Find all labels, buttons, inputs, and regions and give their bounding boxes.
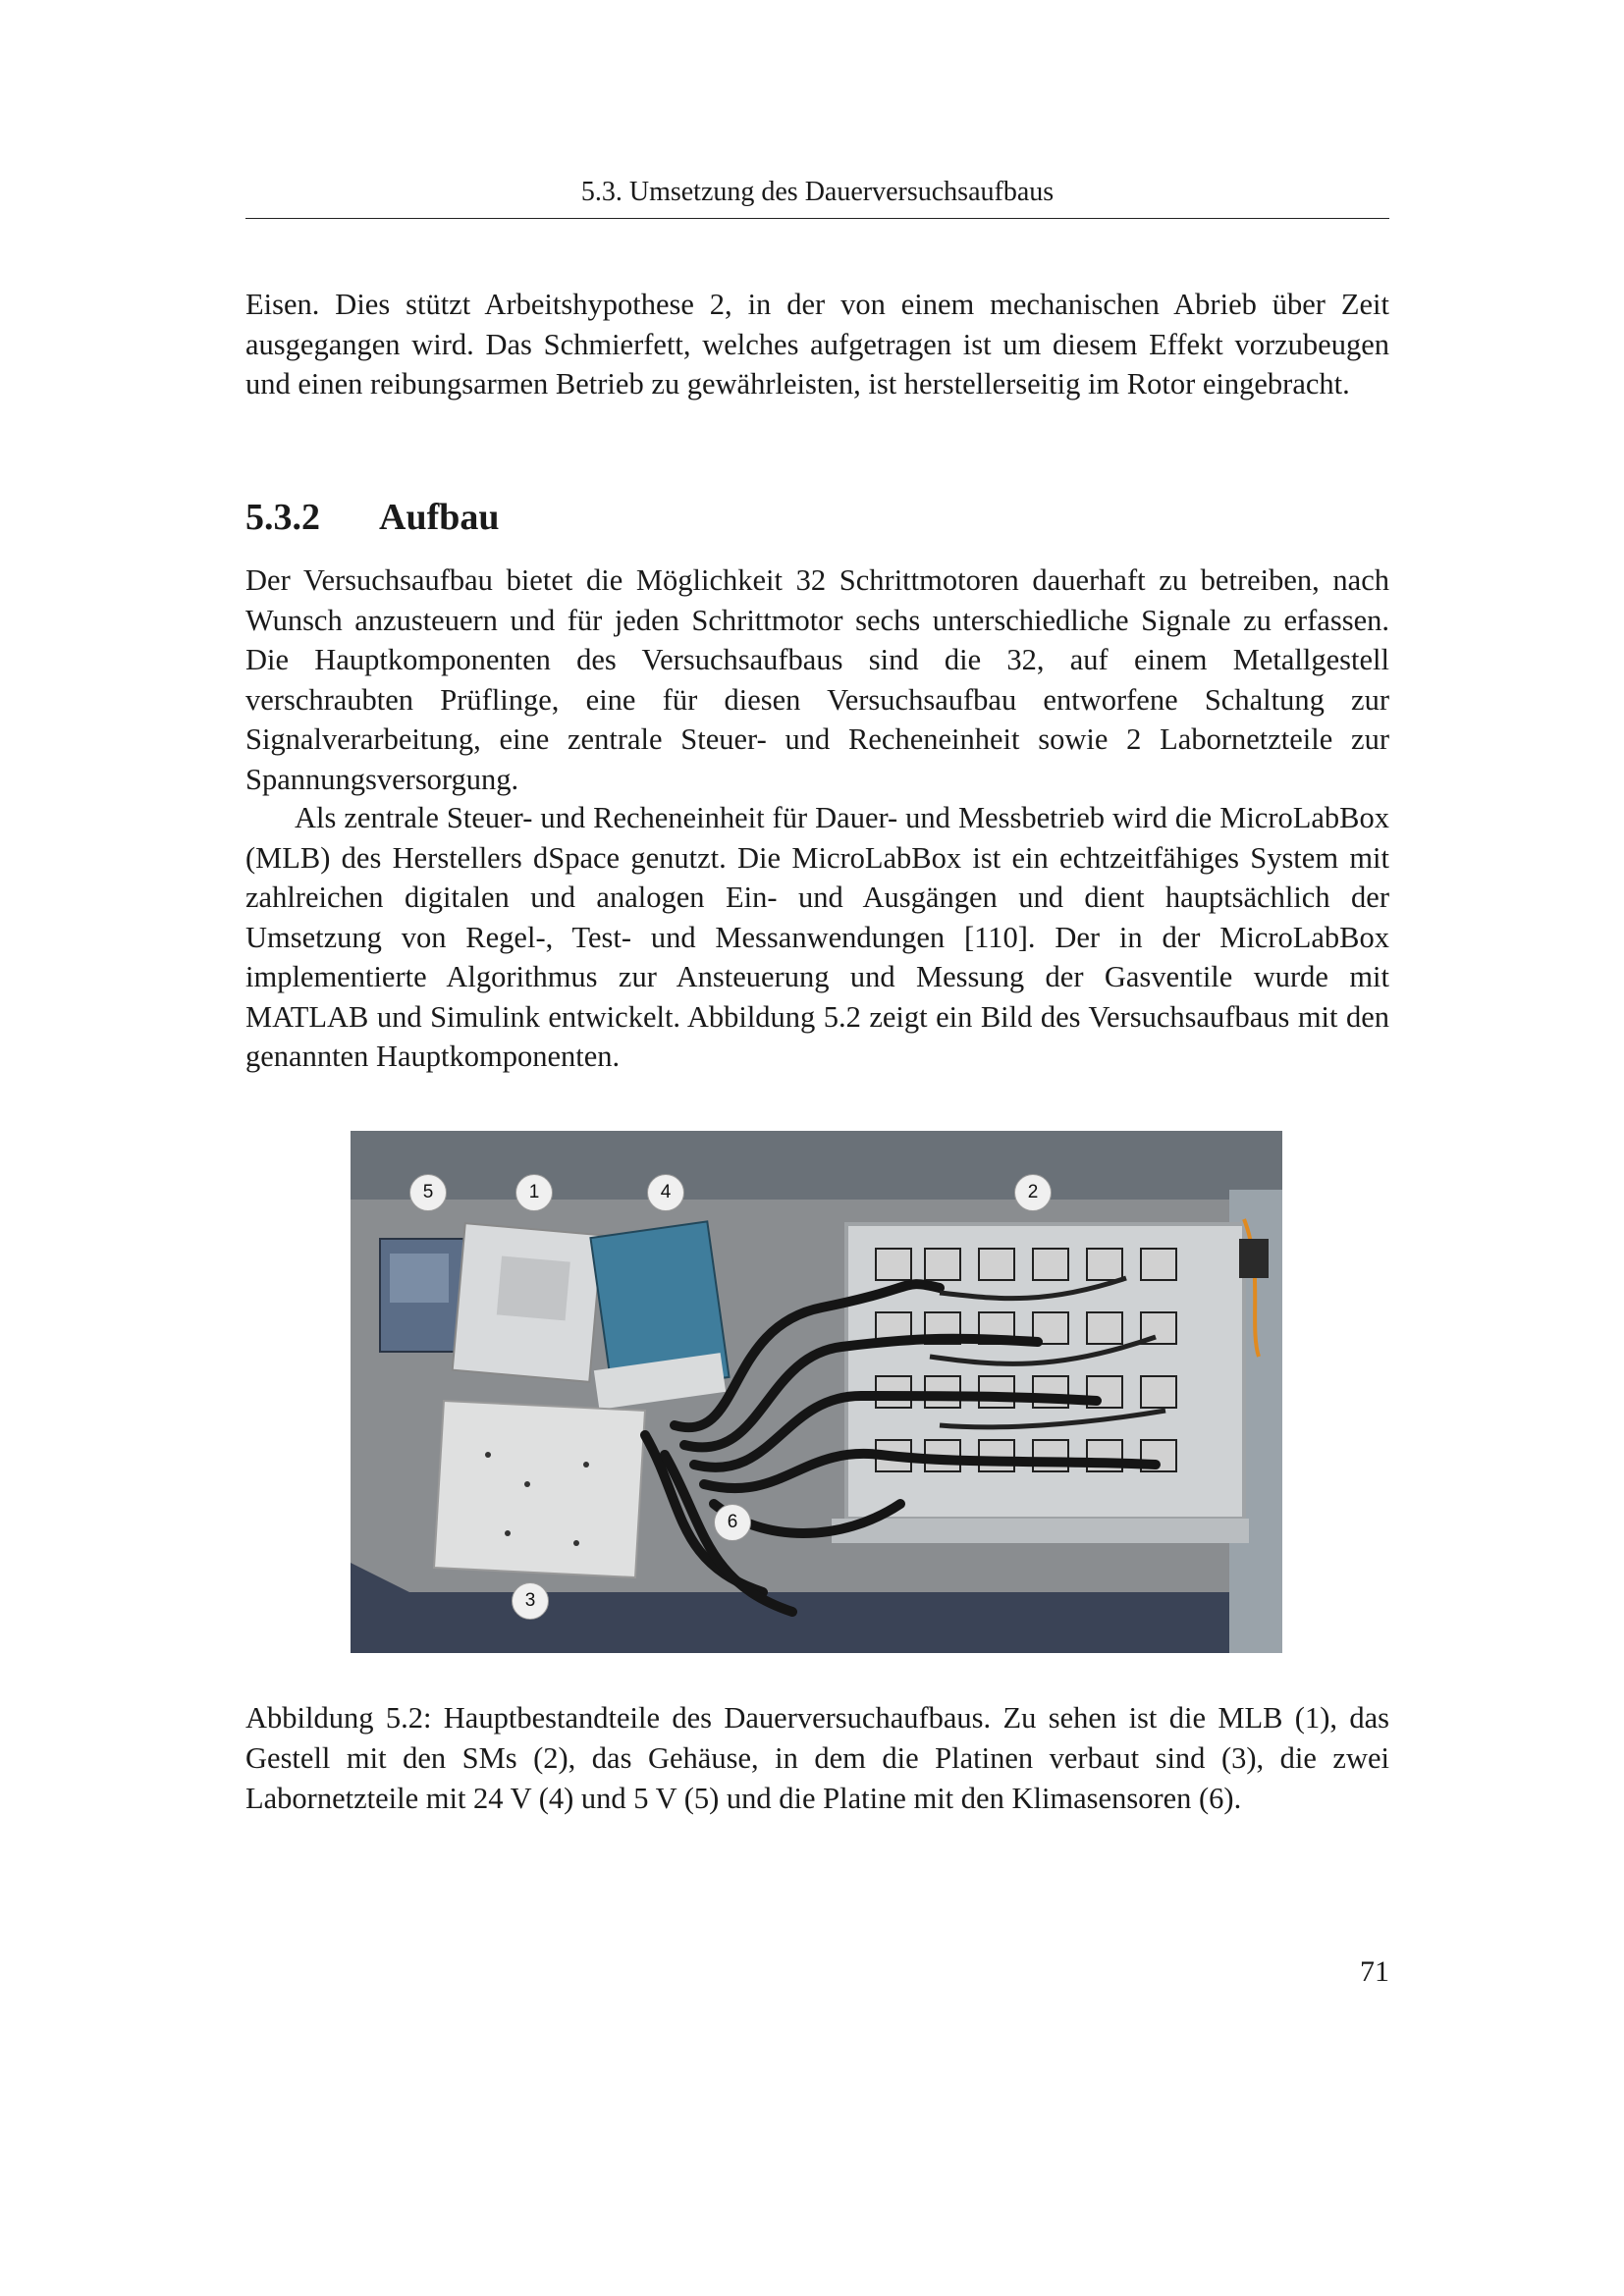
marker-5: 5	[409, 1174, 447, 1211]
running-header: 5.3. Umsetzung des Dauerversuchsaufbaus	[245, 175, 1389, 219]
marker-2: 2	[1014, 1174, 1052, 1211]
paragraph-intro: Eisen. Dies stützt Arbeitshypothese 2, in der von einem mechanischen Abrieb über Zeit ausgegangen wird. Das Schmierfett, welches aufgetragen ist um diesem Effekt vorzubeugen und einen reibungsarmen Betrieb zu gewährleisten, ist herstellerseitig im Rotor eingebracht.	[245, 288, 1389, 400]
marker-3: 3	[512, 1582, 549, 1620]
figure-caption: Abbildung 5.2: Hauptbestandteile des Dauerversuchaufbaus. Zu sehen ist die MLB (1), das Gestell mit den SMs (2), das Gehäuse, in dem die Platinen verbaut sind (3), die zwei Labornetzteile mit 24 V (4) und 5 V (5) und die Platine mit den Klimasensoren (6).	[245, 1701, 1389, 1815]
section-title: Aufbau	[379, 497, 500, 538]
marker-6: 6	[714, 1504, 751, 1541]
section-number: 5.3.2	[245, 497, 320, 538]
paragraph-setup-2: Als zentrale Steuer- und Recheneinheit für Dauer- und Messbetrieb wird die MicroLabBox (MLB) des Herstellers dSpace genutzt. Die MicroLabBox ist ein echtzeitfähiges System mit zahlreichen digitalen und analogen Ein- und Ausgängen und dient hauptsächlich der Umsetzung von Regel-, Test- und Messanwendungen [110]. Der in der MicroLabBox implementierte Algorithmus zur Ansteuerung und Messung der Gasventile wurde mit MATLAB und Simulink entwickelt. Abbildung 5.2 zeigt ein Bild des Versuchsaufbaus mit den genannten Hauptkomponenten.	[245, 801, 1389, 1073]
marker-1: 1	[515, 1174, 553, 1211]
paragraph-setup-1: Der Versuchsaufbau bietet die Möglichkeit 32 Schrittmotoren dauerhaft zu betreiben, nach Wunsch anzusteuern und für jeden Schrittmotor sechs unterschiedliche Signale zu erfassen. Die Hauptkomponenten des Versuchsaufbaus sind die 32, auf einem Metallgestell verschraubten Prüflinge, eine für diesen Versuchsaufbau entworfene Schaltung zur Signalverarbeitung, eine zentrale Steuer- und Recheneinheit sowie 2 Labornetzteile zur Spannungsversorgung.	[245, 563, 1389, 796]
marker-4: 4	[647, 1174, 684, 1211]
section-heading	[245, 493, 500, 542]
photo-illustration	[351, 1131, 1282, 1653]
page-number: 71	[1360, 1955, 1389, 1988]
figure-photo	[351, 1131, 1282, 1653]
